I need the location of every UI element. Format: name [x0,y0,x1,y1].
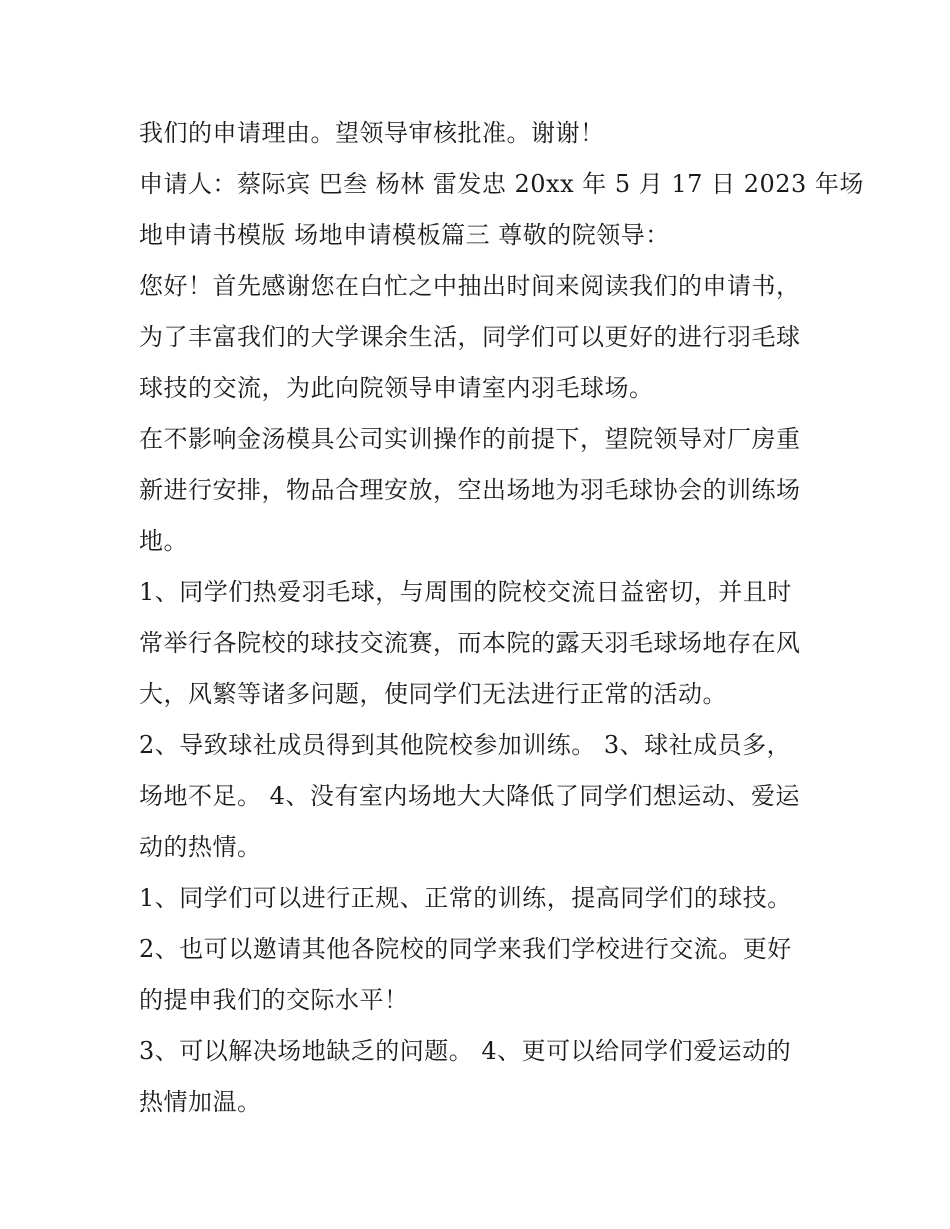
text-line: 地申请书模版 场地申请模板篇三 尊敬的院领导： [139,221,670,249]
text-line: 大，风繁等诸多问题，使同学们无法进行正常的活动。 [139,680,727,708]
text-line: 新进行安排，物品合理安放，空出场地为羽毛球协会的训练场 [139,476,801,504]
text-line: 为了丰富我们的大学课余生活，同学们可以更好的进行羽毛球 [139,323,801,351]
text-line: 场地不足。 4、没有室内场地大大降低了同学们想运动、爱运 [139,782,800,810]
text-line: 在不影响金汤模具公司实训操作的前提下，望院领导对厂房重 [139,425,801,453]
text-line: 2、也可以邀请其他各院校的同学来我们学校进行交流。更好 [139,935,792,963]
text-line: 热情加温。 [139,1088,262,1116]
text-line: 常举行各院校的球技交流赛，而本院的露天羽毛球场地存在风 [139,629,801,657]
text-line: 1、同学们热爱羽毛球，与周围的院校交流日益密切，并且时 [139,578,792,606]
text-line: 球技的交流，为此向院领导申请室内羽毛球场。 [139,374,654,402]
text-line: 我们的申请理由。望领导审核批准。谢谢！ [139,119,605,147]
text-line: 2、导致球社成员得到其他院校参加训练。 3、球社成员多， [139,731,792,759]
text-line: 动的热情。 [139,833,262,861]
text-line: 地。 [139,527,188,555]
text-line: 1、同学们可以进行正规、正常的训练，提高同学们的球技。 [139,884,792,912]
text-line: 申请人：蔡际宾 巴叁 杨林 雷发忠 20xx 年 5 月 17 日 2023 年场 [139,170,864,198]
text-line: 的提申我们的交际水平！ [139,986,409,1014]
text-line: 您好！首先感谢您在白忙之中抽出时间来阅读我们的申请书， [139,272,801,300]
text-line: 3、可以解决场地缺乏的问题。 4、更可以给同学们爱运动的 [139,1037,792,1065]
document-body [139,108,864,1128]
